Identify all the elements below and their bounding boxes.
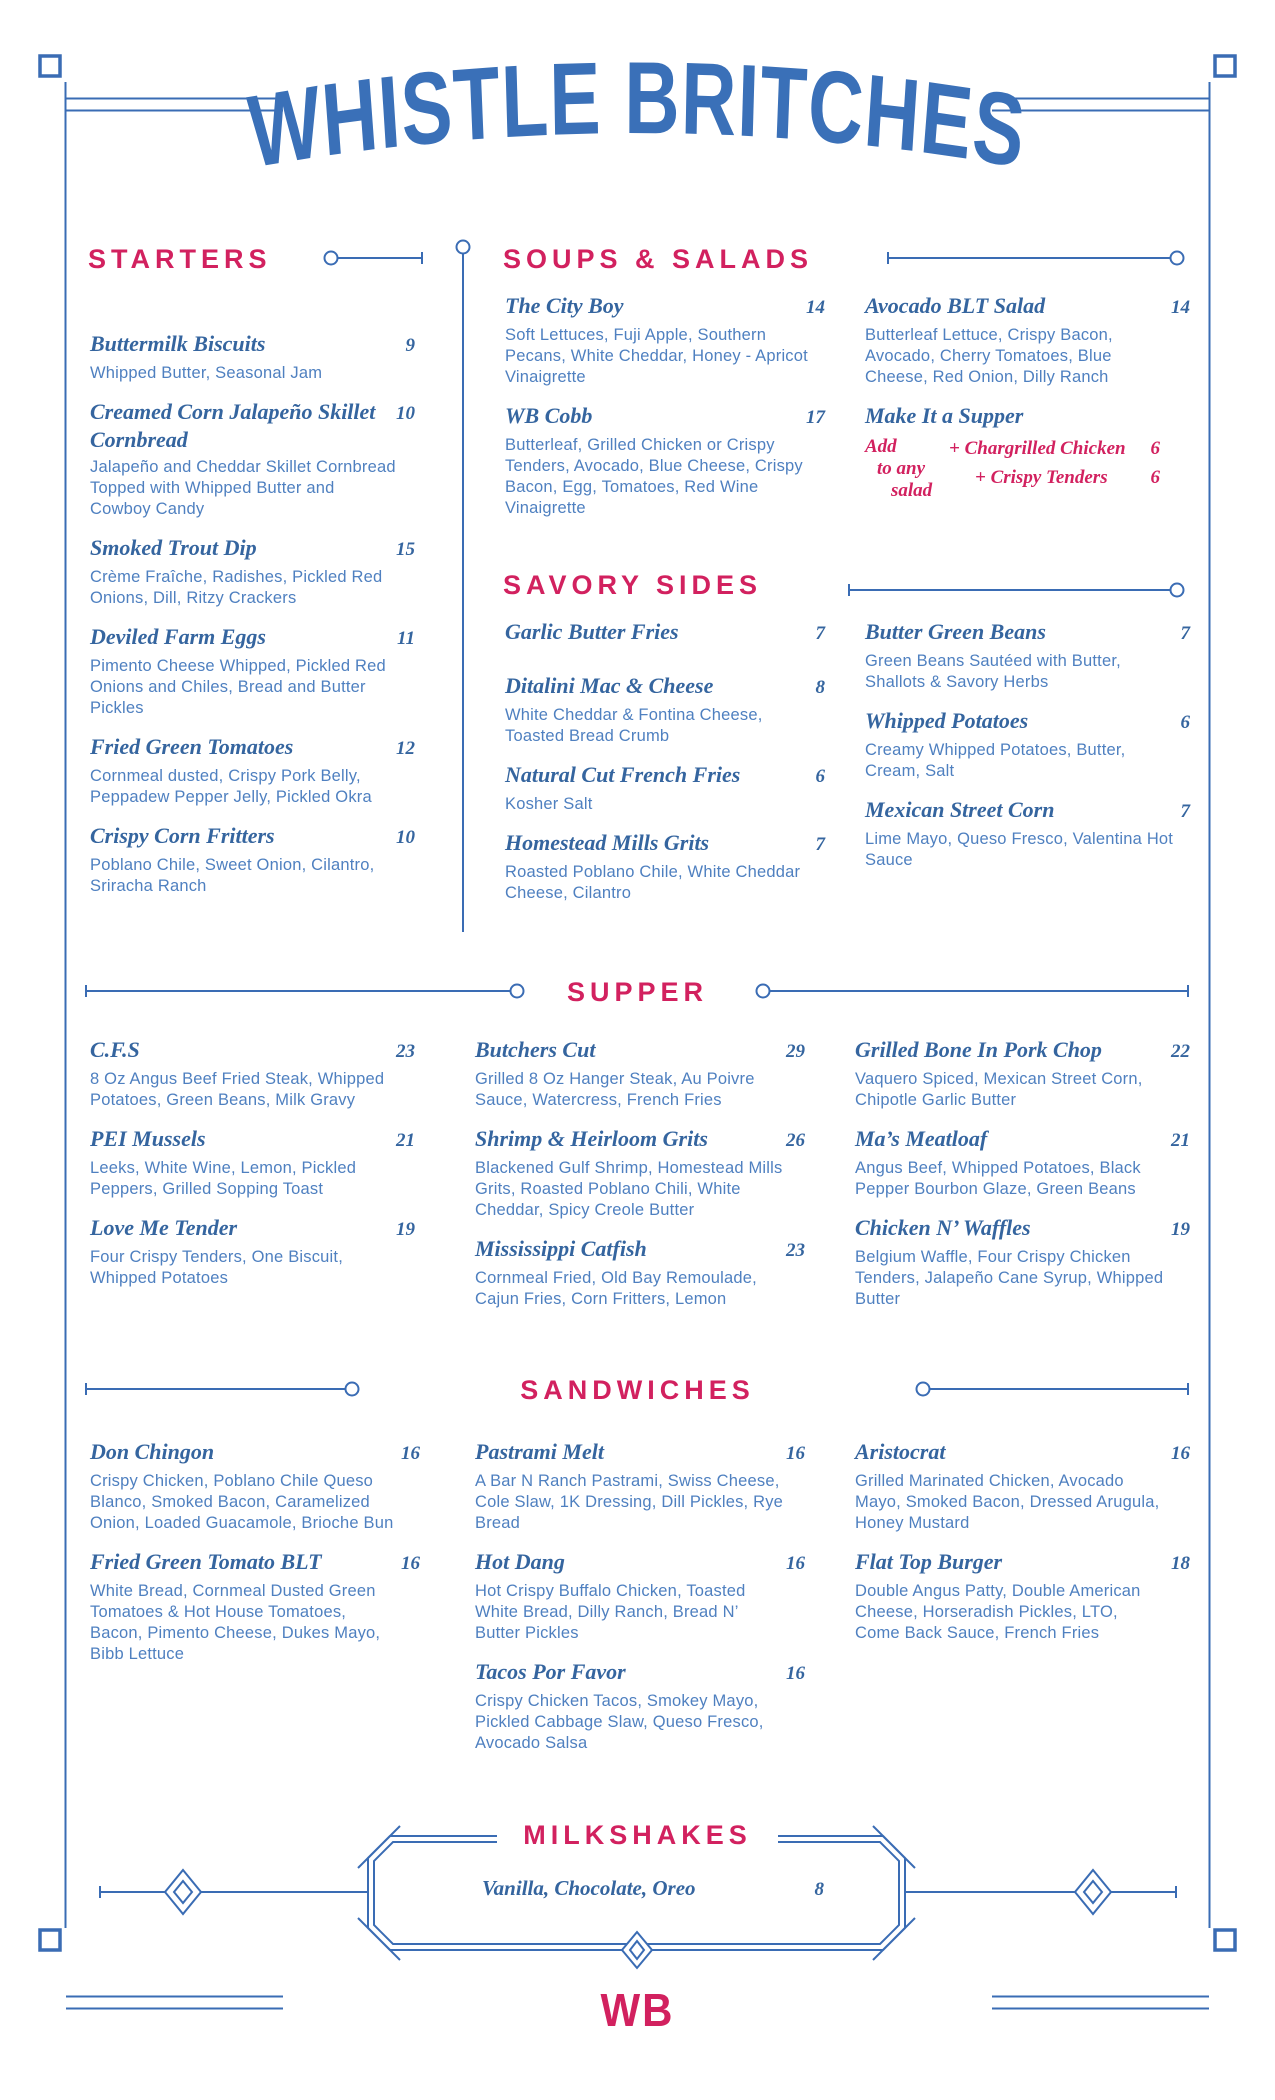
addon-label	[865, 436, 949, 502]
item-description: Butterleaf, Grilled Chicken or Crispy Tenders, Avocado, Blue Cheese, Crispy Bacon, Egg, Tomatoes, Red Wine Vinaigrette	[505, 436, 803, 517]
menu-item-header	[475, 1658, 805, 1688]
diamond-ornament-bottom	[622, 1932, 652, 1968]
menu-item	[855, 1214, 1190, 1310]
item-description: Blackened Gulf Shrimp, Homestead Mills Grits, Roasted Poblano Chili, White Cheddar, Spicy Creole Butter	[475, 1159, 783, 1219]
item-name: WB Cobb	[505, 403, 593, 428]
section-title-soups-salads: SOUPS & SALADS	[503, 244, 814, 274]
item-price: 8	[815, 677, 825, 698]
menu-item	[90, 1548, 420, 1665]
menu-item-header	[865, 618, 1190, 648]
item-description: White Bread, Cornmeal Dusted Green Tomatoes & Hot House Tomatoes, Bacon, Pimento Cheese, Dukes Mayo, Bibb Lettuce	[90, 1582, 381, 1663]
sides-left-column	[505, 618, 825, 918]
item-description: Angus Beef, Whipped Potatoes, Black Pepper Bourbon Glaze, Green Beans	[855, 1159, 1141, 1198]
menu-item-header	[90, 534, 415, 564]
item-price: 16	[1171, 1443, 1190, 1464]
item-price: 23	[396, 1041, 415, 1062]
item-description: Vaquero Spiced, Mexican Street Corn, Chipotle Garlic Butter	[855, 1070, 1143, 1109]
item-description: Jalapeño and Cheddar Skillet Cornbread Topped with Whipped Butter and Cowboy Candy	[90, 458, 396, 518]
addon-name: + Chargrilled Chicken	[949, 438, 1126, 459]
item-price: 12	[396, 738, 415, 759]
supper-column-2	[475, 1036, 805, 1324]
item-name: Aristocrat	[855, 1439, 946, 1464]
section-title-starters: STARTERS	[88, 244, 272, 274]
menu-item	[475, 1125, 805, 1221]
column-divider-line	[457, 241, 470, 933]
item-name: Butter Green Beans	[865, 619, 1046, 644]
menu-item	[505, 618, 825, 648]
milkshakes-item	[482, 1874, 824, 1904]
item-name: Homestead Mills Grits	[505, 830, 710, 855]
menu-item	[865, 292, 1190, 388]
menu-item	[865, 796, 1190, 871]
item-name: Ditalini Mac & Cheese	[505, 673, 714, 698]
menu-item-header	[90, 1125, 415, 1155]
item-description: Grilled Marinated Chicken, Avocado Mayo, Smoked Bacon, Dressed Arugula, Honey Mustard	[855, 1472, 1160, 1532]
menu-item-header	[482, 1874, 824, 1904]
item-name: Tacos Por Favor	[475, 1659, 626, 1684]
menu-item	[90, 398, 415, 520]
menu-item	[90, 1214, 415, 1289]
menu-item-header	[90, 330, 415, 360]
item-price: 6	[815, 766, 825, 787]
item-price: 23	[786, 1240, 805, 1261]
item-name: Natural Cut French Fries	[505, 762, 741, 787]
sandwiches-column-1	[90, 1438, 420, 1679]
item-name: Butchers Cut	[475, 1037, 596, 1062]
item-name: Fried Green Tomato BLT	[90, 1549, 322, 1574]
item-name: Avocado BLT Salad	[865, 293, 1046, 318]
item-name: Mexican Street Corn	[865, 797, 1055, 822]
item-description: Hot Crispy Buffalo Chicken, Toasted White Bread, Dilly Ranch, Bread N’ Butter Pickles	[475, 1582, 746, 1642]
menu-item-header	[90, 623, 415, 653]
menu-item-header	[90, 1548, 420, 1578]
menu-item	[505, 672, 825, 747]
addon-label-line: to any	[877, 458, 926, 479]
item-price: 26	[786, 1130, 805, 1151]
menu-item-header	[505, 402, 825, 432]
item-price: 9	[405, 335, 415, 356]
item-description: Pimento Cheese Whipped, Pickled Red Onions and Chiles, Bread and Butter Pickles	[90, 657, 386, 717]
item-price: 6	[1180, 712, 1190, 733]
menu-item	[475, 1438, 805, 1534]
diamond-ornament-left	[165, 1870, 201, 1914]
section-title-sandwiches: SANDWICHES	[520, 1375, 755, 1405]
menu-item-header	[855, 1214, 1190, 1244]
item-price: 16	[401, 1553, 420, 1574]
menu-item-header	[865, 402, 1190, 430]
menu-item-header	[855, 1036, 1190, 1066]
item-price: 16	[786, 1443, 805, 1464]
item-description: Whipped Butter, Seasonal Jam	[90, 364, 323, 382]
sandwiches-column-3	[855, 1438, 1190, 1658]
sandwiches-column-2	[475, 1438, 805, 1768]
menu-item-header	[855, 1548, 1190, 1578]
menu-item	[90, 1125, 415, 1200]
sides-rule	[849, 584, 1184, 597]
footer-wb-mark: WB	[600, 1984, 675, 2036]
supper-column-3	[855, 1036, 1190, 1324]
item-name: Deviled Farm Eggs	[90, 624, 266, 649]
salad-addon-block	[865, 436, 1190, 502]
menu-item-header	[865, 707, 1190, 737]
item-price: 19	[396, 1219, 415, 1240]
item-name: PEI Mussels	[90, 1126, 206, 1151]
item-name: Flat Top Burger	[855, 1549, 1003, 1574]
starters-rule	[325, 252, 423, 265]
menu-item-header	[475, 1036, 805, 1066]
item-price: 18	[1171, 1553, 1190, 1574]
item-description: Crispy Chicken Tacos, Smokey Mayo, Pickled Cabbage Slaw, Queso Fresco, Avocado Salsa	[475, 1692, 764, 1752]
menu-item	[505, 761, 825, 815]
item-price: 16	[786, 1553, 805, 1574]
item-name: Make It a Supper	[865, 403, 1024, 428]
item-name: The City Boy	[505, 293, 624, 318]
addon-row	[949, 467, 1190, 489]
addon-label-line: salad	[891, 480, 933, 501]
menu-item-header	[475, 1438, 805, 1468]
item-name: Garlic Butter Fries	[505, 619, 679, 644]
menu-item-header	[475, 1548, 805, 1578]
item-name: Hot Dang	[475, 1549, 565, 1574]
addon-label-line: Add	[865, 436, 897, 457]
logo-text: WHISTLE BRITCHES	[243, 40, 1030, 180]
section-title-savory-sides: SAVORY SIDES	[503, 570, 763, 600]
menu-item-header	[90, 733, 415, 763]
item-name: Whipped Potatoes	[865, 708, 1029, 733]
svg-text:WHISTLE BRITCHES	[244, 41, 1030, 180]
item-price: 17	[806, 407, 825, 428]
menu-item	[475, 1658, 805, 1754]
item-name: Smoked Trout Dip	[90, 535, 257, 560]
item-price: 10	[396, 827, 415, 848]
soups-rule	[888, 252, 1184, 265]
addon-price: 6	[1150, 467, 1160, 488]
item-description: Soft Lettuces, Fuji Apple, Southern Pecans, White Cheddar, Honey - Apricot Vinaigrette	[505, 326, 808, 386]
menu-item	[865, 618, 1190, 693]
item-name: Don Chingon	[90, 1439, 215, 1464]
item-description: Leeks, White Wine, Lemon, Pickled Peppers, Grilled Sopping Toast	[90, 1159, 357, 1198]
diamond-ornament-right	[1075, 1870, 1111, 1914]
addon-rows	[949, 436, 1190, 502]
item-name: Buttermilk Biscuits	[90, 331, 266, 356]
menu-item-header	[505, 672, 825, 702]
item-description: Belgium Waffle, Four Crispy Chicken Tenders, Jalapeño Cane Syrup, Whipped Butter	[855, 1248, 1164, 1308]
item-description: A Bar N Ranch Pastrami, Swiss Cheese, Cole Slaw, 1K Dressing, Dill Pickles, Rye Bread	[475, 1472, 784, 1532]
addon-row	[949, 438, 1190, 460]
item-price: 21	[1171, 1130, 1190, 1151]
menu-item-header	[90, 398, 415, 454]
menu-item	[855, 1036, 1190, 1111]
item-description: Creamy Whipped Potatoes, Butter, Cream, Salt	[865, 741, 1126, 780]
item-description: White Cheddar & Fontina Cheese, Toasted Bread Crumb	[505, 706, 763, 745]
item-description: Lime Mayo, Queso Fresco, Valentina Hot Sauce	[865, 830, 1174, 869]
menu-item	[90, 623, 415, 719]
item-name: Vanilla, Chocolate, Oreo	[482, 1876, 696, 1900]
milkshakes-title-text: MILKSHAKES	[507, 1820, 768, 1851]
item-description: Four Crispy Tenders, One Biscuit, Whipped Potatoes	[90, 1248, 343, 1287]
item-name: Crispy Corn Fritters	[90, 823, 275, 848]
item-name: Shrimp & Heirloom Grits	[475, 1126, 708, 1151]
item-description: Crème Fraîche, Radishes, Pickled Red Onions, Dill, Ritzy Crackers	[90, 568, 383, 607]
item-name: Creamed Corn Jalapeño Skillet Cornbread	[90, 399, 376, 452]
section-title-supper: SUPPER	[566, 977, 709, 1007]
menu-item-header	[865, 292, 1190, 322]
item-name: Chicken N’ Waffles	[855, 1215, 1031, 1240]
item-name: Fried Green Tomatoes	[90, 734, 294, 759]
menu-item-header	[505, 292, 825, 322]
menu-item	[90, 1438, 420, 1534]
item-price: 29	[786, 1041, 805, 1062]
item-description: Butterleaf Lettuce, Crispy Bacon, Avocado, Cherry Tomatoes, Blue Cheese, Red Onion, Dilly Ranch	[865, 326, 1113, 386]
supper-column-1	[90, 1036, 415, 1303]
item-price: 22	[1171, 1041, 1190, 1062]
item-name: Ma’s Meatloaf	[855, 1126, 988, 1151]
item-name: Grilled Bone In Pork Chop	[855, 1037, 1102, 1062]
sides-right-column	[865, 618, 1190, 885]
item-price: 14	[1171, 297, 1190, 318]
menu-item	[90, 822, 415, 897]
item-description: Double Angus Patty, Double American Cheese, Horseradish Pickles, LTO, Come Back Sauce, French Fries	[855, 1582, 1141, 1642]
item-price: 11	[397, 628, 415, 649]
menu-item-header	[505, 829, 825, 859]
menu-item	[855, 1548, 1190, 1644]
item-description: Roasted Poblano Chile, White Cheddar Cheese, Cilantro	[505, 863, 801, 902]
item-name: Mississippi Catfish	[475, 1236, 647, 1261]
menu-item	[90, 534, 415, 609]
item-description: Cornmeal dusted, Crispy Pork Belly, Peppadew Pepper Jelly, Pickled Okra	[90, 767, 372, 806]
menu-item-header	[855, 1438, 1190, 1468]
item-price: 19	[1171, 1219, 1190, 1240]
item-price: 7	[815, 834, 825, 855]
logo-whistle-britches	[232, 40, 1042, 180]
menu-item-header	[90, 1438, 420, 1468]
menu-item-header	[90, 1036, 415, 1066]
menu-item	[855, 1125, 1190, 1200]
item-price: 10	[396, 403, 415, 424]
addon-price: 6	[1150, 438, 1160, 459]
item-price: 21	[396, 1130, 415, 1151]
menu-item-header	[90, 1214, 415, 1244]
item-description: Green Beans Sautéed with Butter, Shallots & Savory Herbs	[865, 652, 1121, 691]
menu-item-header	[865, 796, 1190, 826]
menu-item-header	[475, 1125, 805, 1155]
menu-item	[865, 707, 1190, 782]
menu-item	[855, 1438, 1190, 1534]
menu-item	[475, 1235, 805, 1310]
menu-item-header	[505, 761, 825, 791]
item-price: 8	[814, 1879, 824, 1900]
item-name: Pastrami Melt	[475, 1439, 604, 1464]
menu-item	[505, 292, 825, 388]
item-description: Crispy Chicken, Poblano Chile Queso Blanco, Smoked Bacon, Caramelized Onion, Loaded Guacamole, Brioche Bun	[90, 1472, 394, 1532]
item-description: Grilled 8 Oz Hanger Steak, Au Poivre Sauce, Watercress, French Fries	[475, 1070, 755, 1109]
item-description: Kosher Salt	[505, 795, 593, 813]
soups-left-column	[505, 292, 825, 533]
menu-item	[475, 1036, 805, 1111]
section-title-milkshakes	[0, 1820, 1275, 1851]
item-price: 16	[401, 1443, 420, 1464]
menu-item-header	[855, 1125, 1190, 1155]
addon-name: + Crispy Tenders	[975, 467, 1108, 488]
menu-item	[90, 733, 415, 808]
item-price: 7	[1180, 623, 1190, 644]
make-it-a-supper	[865, 402, 1190, 502]
menu-item	[90, 1036, 415, 1111]
item-price: 7	[815, 623, 825, 644]
item-name: Love Me Tender	[90, 1215, 238, 1240]
menu-item	[475, 1548, 805, 1644]
menu-item	[505, 829, 825, 904]
item-description: Poblano Chile, Sweet Onion, Cilantro, Sriracha Ranch	[90, 856, 375, 895]
item-price: 14	[806, 297, 825, 318]
item-price: 7	[1180, 801, 1190, 822]
item-name: C.F.S	[90, 1037, 140, 1062]
starters-column	[90, 330, 415, 911]
menu-item	[90, 330, 415, 384]
item-price: 15	[396, 539, 415, 560]
menu-item	[505, 402, 825, 519]
item-description: 8 Oz Angus Beef Fried Steak, Whipped Potatoes, Green Beans, Milk Gravy	[90, 1070, 385, 1109]
item-price: 16	[786, 1663, 805, 1684]
menu-item-header	[475, 1235, 805, 1265]
menu-item-header	[90, 822, 415, 852]
soups-right-column	[865, 292, 1190, 516]
item-description: Cornmeal Fried, Old Bay Remoulade, Cajun Fries, Corn Fritters, Lemon	[475, 1269, 757, 1308]
menu-item-header	[505, 618, 825, 648]
